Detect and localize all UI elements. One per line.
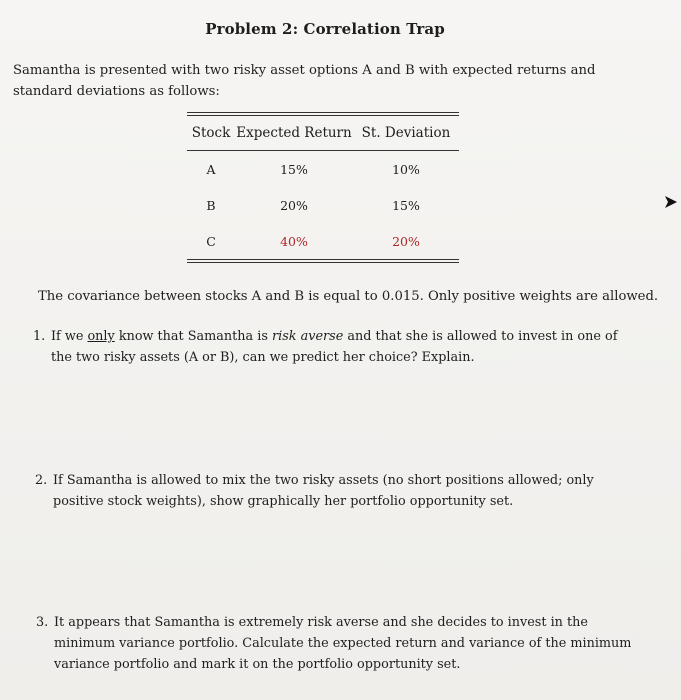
returns-table-body	[187, 151, 459, 259]
intro-paragraph: Samantha is presented with two risky asset options A and B with expected returns and standard deviations as follows:	[13, 63, 596, 99]
table-bottom-rule	[187, 259, 459, 263]
row-b-stock: B	[206, 197, 216, 213]
row-a-stock: A	[206, 161, 216, 177]
question-2-text: If Samantha is allowed to mix the two risky assets (no short positions allowed; only positive stock weights), show graphically her portfolio opportunity set.	[53, 473, 594, 509]
question-1-number: 1.	[33, 329, 46, 344]
table-row	[187, 223, 459, 259]
question-2-number: 2.	[35, 473, 48, 488]
question-1-part1: If we	[51, 329, 88, 344]
row-c-stock: C	[206, 233, 216, 249]
question-1-underlined-word: only	[87, 329, 115, 344]
header-expected-return: Expected Return	[236, 125, 352, 141]
table-row	[187, 187, 459, 223]
row-a-return: 15%	[280, 161, 308, 177]
problem-title: Problem 2: Correlation Trap	[205, 20, 445, 38]
mouse-cursor-icon	[664, 195, 678, 209]
question-3-number: 3.	[36, 615, 49, 630]
question-3-text: It appears that Samantha is extremely risk averse and she decides to invest in the minimum variance portfolio. Calculate the expected return and variance of the minimum variance portfolio and mark it on the portfolio opportunity set.	[54, 615, 632, 672]
returns-table-grid	[187, 116, 459, 150]
header-std-deviation: St. Deviation	[361, 125, 451, 141]
question-1-text	[51, 326, 638, 368]
question-1	[33, 326, 638, 368]
table-header-row	[187, 116, 459, 150]
row-c-return: 40%	[280, 233, 308, 249]
returns-table	[187, 112, 459, 263]
covariance-note: The covariance between stocks A and B is equal to 0.015. Only positive weights are allowed.	[38, 289, 659, 304]
table-row	[187, 151, 459, 187]
question-3	[36, 612, 634, 675]
row-a-std: 10%	[392, 161, 420, 177]
row-b-return: 20%	[280, 197, 308, 213]
question-1-italic-term: risk averse	[271, 329, 344, 344]
question-1-part2: know that Samantha is	[114, 329, 272, 344]
question-2	[35, 470, 635, 512]
row-b-std: 15%	[392, 197, 420, 213]
row-c-std: 20%	[392, 233, 420, 249]
question-1-part3: and that she is allowed to invest in one of the two risky assets (A or B), can we predict her choice? Explain.	[51, 329, 618, 365]
header-stock: Stock	[191, 125, 231, 141]
